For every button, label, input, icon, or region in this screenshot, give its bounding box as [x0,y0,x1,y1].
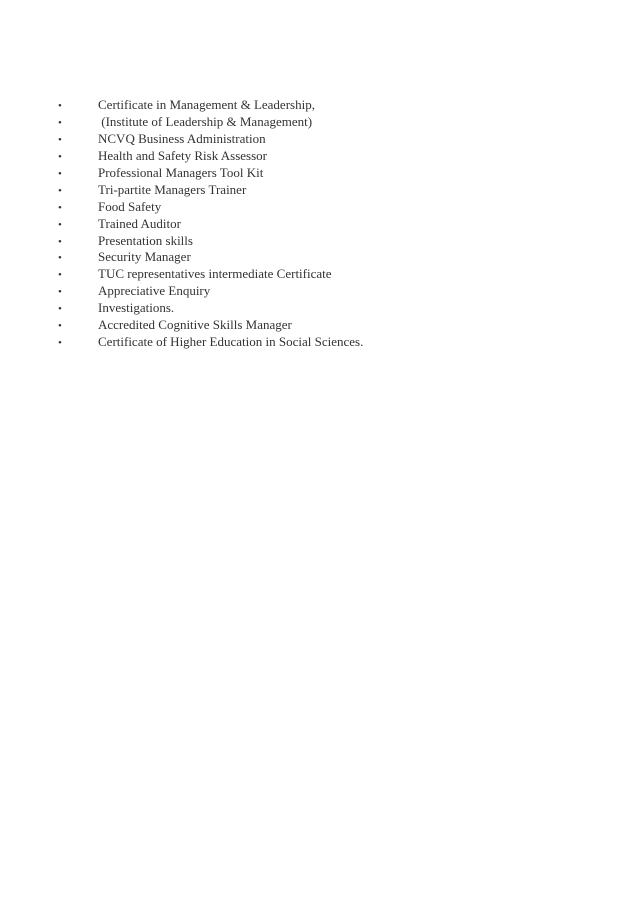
list-item [58,283,598,300]
list-item [58,199,598,216]
bullet-icon: • [58,116,62,129]
bullet-icon: • [58,303,62,316]
list-item-text: (Institute of Leadership & Management) [98,113,313,129]
bullet-icon: • [58,184,62,197]
list-item-text: Health and Safety Risk Assessor [98,147,267,163]
list-item-text: NCVQ Business Administration [98,130,266,146]
list-item-text: Certificate in Management & Leadership, [98,97,315,112]
list-item-text: Investigations. [98,300,175,316]
list-item-text: TUC representatives intermediate Certificate [98,266,332,282]
bullet-icon: • [58,337,62,350]
bullet-icon: • [58,167,62,180]
list-item [58,131,598,148]
list-item [58,334,598,351]
list-item-text: Appreciative Enquiry [98,283,211,299]
bullet-icon: • [58,100,62,112]
list-item [58,266,598,283]
list-item [58,114,598,131]
list-item-text: Certificate of Higher Education in Social Sciences. [98,334,364,350]
bullet-icon: • [58,218,62,231]
list-item [58,317,598,334]
bullet-icon: • [58,150,62,163]
list-item [58,165,598,182]
list-item-text: Trained Auditor [98,215,181,231]
bullet-icon: • [58,320,62,333]
list-item-text: Food Safety [98,198,162,214]
list-item-text: Tri-partite Managers Trainer [98,181,247,197]
list-item [58,216,598,233]
list-item [58,300,598,317]
list-item [58,233,598,250]
list-item-text: Security Manager [98,249,191,265]
bullet-icon: • [58,252,62,265]
bullet-icon: • [58,201,62,214]
list-item-text: Presentation skills [98,232,193,248]
list-item-text: Professional Managers Tool Kit [98,164,264,180]
bullet-icon: • [58,133,62,146]
bullet-icon: • [58,235,62,248]
list-item [58,148,598,165]
qualifications-list [58,97,598,351]
list-item-text: Accredited Cognitive Skills Manager [98,317,292,333]
list-item [58,182,598,199]
list-item [58,249,598,266]
list-item [58,97,598,114]
bullet-icon: • [58,286,62,299]
bullet-icon: • [58,269,62,282]
